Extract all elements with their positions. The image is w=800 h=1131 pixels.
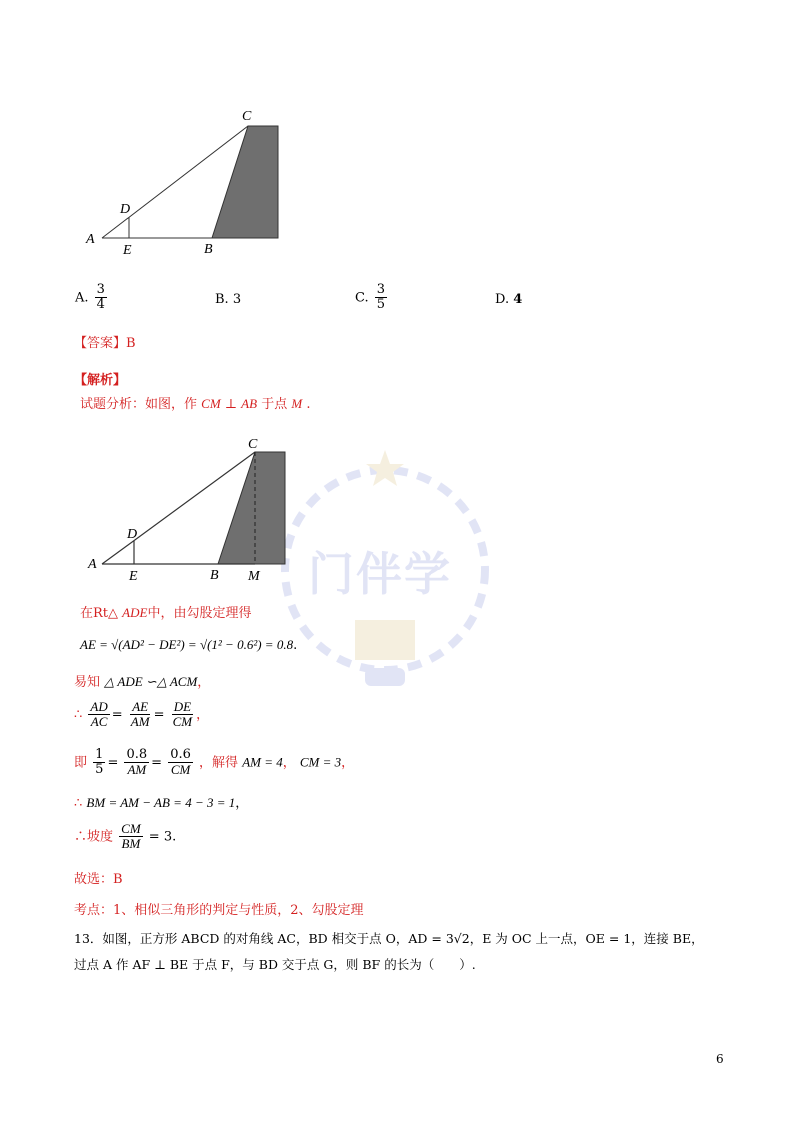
option-b-label: B. [215, 292, 229, 307]
trapezoid-shape-2 [218, 452, 285, 564]
ratio-end: ， [196, 707, 210, 723]
option-d [495, 292, 522, 308]
label2-d: D [127, 527, 138, 542]
label2-c: C [248, 437, 258, 452]
option-a-fraction [95, 283, 107, 313]
sim-math: △ ADE ∽△ ACM [104, 674, 198, 689]
option-d-label: D. [495, 292, 510, 307]
ratio-frac-2 [129, 700, 152, 730]
ratio-line: ∴ $\frac{AD}{AC}$ = $\frac{AE}{AM}$ = $\frac{DE}{CM}$ ， [74, 699, 210, 730]
ji-frac-3 [168, 748, 193, 778]
ji-am: AM = 4 [242, 754, 283, 770]
rt-pre: 在 [80, 606, 94, 621]
option-a-label: A. [75, 290, 89, 306]
trapezoid-shape [212, 126, 278, 238]
ji-frac-2 [124, 748, 149, 778]
intro-ab: AB [241, 396, 258, 411]
ae-end: . [293, 638, 298, 653]
j2-num: 0.8 [126, 747, 148, 762]
intro-end: . [306, 397, 311, 412]
slope-value: = 3 [148, 829, 173, 845]
label-c: C [242, 109, 252, 124]
option-c-num: 3 [376, 282, 386, 297]
q13-line1: 13．如图，正方形 ABCD 的对角线 AC，BD 相交于点 O，AD = 3√2，E 为 OC 上一点，OE = 1，连接 BE， [74, 931, 704, 946]
ji-end: ， [341, 755, 355, 771]
j1-num: 1 [95, 747, 104, 762]
r1-num: AD [90, 699, 108, 714]
label-a: A [86, 232, 95, 247]
analysis-heading: 【解析】 [74, 373, 127, 388]
slope-num: CM [121, 821, 141, 836]
r2-den: AM [130, 714, 150, 730]
intro-perp: ⊥ [224, 397, 238, 412]
ae-equation: AE = √(AD² − DE²) = √(1² − 0.6²) = 0.8 [80, 637, 294, 652]
figure-2 [80, 432, 310, 584]
rt-sym: Rt△ [93, 606, 119, 621]
intro-mid: 于点 [261, 397, 288, 412]
ae-line [80, 637, 297, 654]
slope-den: BM [121, 836, 141, 852]
option-c-fraction [375, 283, 387, 313]
bm-line [74, 795, 248, 812]
label2-a: A [88, 557, 97, 572]
sim-end: ， [197, 675, 211, 690]
option-d-value: 4 [513, 292, 523, 307]
rt-post: 中，由勾股定理得 [147, 606, 252, 621]
slope-pre: ∴坡度 [74, 829, 114, 845]
watermark-text: 门伴学 [308, 547, 452, 601]
ji-pre: 即 [74, 755, 88, 771]
analysis-intro [80, 396, 310, 413]
ji-mid: ，解得 [199, 755, 239, 771]
option-c-den: 5 [376, 297, 386, 313]
page-number: 6 [716, 1052, 724, 1066]
j1-den: 5 [95, 762, 104, 778]
q13-line2: 过点 A 作 AF ⊥ BE 于点 F，与 BD 交于点 G，则 BF 的长为（ ）. [74, 957, 476, 972]
label-b: B [204, 242, 213, 257]
option-b [215, 292, 241, 308]
label2-e: E [129, 569, 138, 584]
r3-num: DE [173, 699, 192, 714]
option-a-den: 4 [96, 297, 105, 313]
intro-m: M [291, 396, 303, 411]
option-c [355, 283, 389, 313]
answer-line: 【答案】B [74, 336, 136, 351]
sim-pre: 易知 [74, 675, 101, 690]
label2-b: B [210, 568, 219, 583]
rt-line [80, 605, 251, 622]
label-e: E [123, 243, 132, 258]
bm-end: ， [235, 796, 249, 811]
option-a-num: 3 [96, 282, 105, 297]
slope-end: . [172, 829, 177, 845]
r3-den: CM [172, 714, 193, 730]
rt-math: ADE [122, 605, 148, 620]
intro-pre: 试题分析：如图，作 [80, 397, 198, 412]
kaodian-line: 考点：1、相似三角形的判定与性质，2、勾股定理 [74, 903, 364, 918]
option-b-value: 3 [232, 292, 242, 307]
ratio-frac-1 [88, 700, 109, 730]
j2-den: AM [127, 762, 147, 778]
figure-1 [80, 100, 300, 260]
ji-line: 即 $\frac{1}{5}$ = $\frac{0.8}{AM}$ = $\frac{0.6}{CM}$ ，解得 AM = 4， CM = 3， [74, 747, 355, 778]
similar-line [74, 674, 210, 691]
label-d: D [120, 202, 131, 217]
choice-line: 故选：B [74, 872, 123, 887]
label2-m: M [248, 569, 260, 584]
r1-den: AC [90, 714, 108, 730]
ratio-frac-3 [171, 700, 195, 730]
j3-num: 0.6 [170, 747, 191, 762]
ji-cm: CM = 3 [299, 754, 342, 770]
bm-equation: BM = AM − AB = 4 − 3 = 1 [86, 795, 236, 810]
r2-num: AE [132, 699, 149, 714]
slope-line [74, 822, 176, 852]
option-a [75, 283, 109, 313]
intro-cm: CM [201, 396, 221, 411]
ratio-pre: ∴ [74, 707, 83, 723]
j3-den: CM [170, 762, 191, 778]
ji-frac-1 [93, 748, 105, 778]
bm-pre: ∴ [74, 796, 83, 811]
slope-frac [119, 822, 143, 852]
option-c-label: C. [355, 290, 369, 306]
